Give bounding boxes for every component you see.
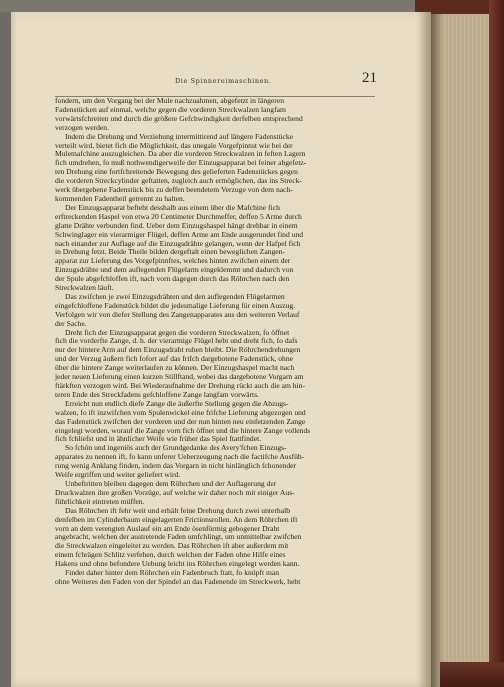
text-line: Findet daher hinter dem Röhrchen ein Fadenbruch ftatt, fo knüpft man xyxy=(65,569,280,578)
body-text xyxy=(55,97,377,587)
text-line: einem fchrägen Schlitz verfehen, durch welchen der Faden ohne Hilfe eines xyxy=(55,551,286,560)
text-line: ftärkften verzogen wird. Bei Wiederaufnahme der Drehung rückt auch die am hin- xyxy=(55,382,306,390)
text-line: Einzugsdrähte und dem auflegenden Flügelarm eingeklemmt und dadurch von xyxy=(55,266,294,275)
text-line: der Sache. xyxy=(55,319,87,328)
text-line: nach einander zur Auflage auf die Einzugsdrähte gelangen, wenn der Hafpel fich xyxy=(55,239,301,248)
text-line: walzen, fo ift inzwifchen vom Spulenwickel eine frifche Lieferung abgezogen und xyxy=(55,408,306,417)
text-line: verzogen werden. xyxy=(55,123,109,132)
text-line: Druckwalzen ihre großen Vorzüge, auf welche wir daher noch mit einiger Aus- xyxy=(55,488,295,497)
text-line: fondern, um den Vorgang bei der Mule nachzuahmen, abgefetzt in längeren xyxy=(55,97,284,105)
text-line: erftreckenden Haspel von etwa 20 Centimeter Durchmeffer, deffen 5 Arme durch xyxy=(55,212,302,221)
text-line: fich die vorderfte Zange, d. h. der vierarmige Flügel hebt und dreht fich, fo dafs xyxy=(55,337,298,346)
page-gutter-shadow xyxy=(417,12,431,687)
text-line: vorn an dem verengten Auslauf ein am Ende ösenförmig gebogener Draht xyxy=(55,524,280,533)
text-line: Unbeftritten bleiben dagegen dem Röhrchen und der Auflagerung der xyxy=(65,479,277,488)
text-line: glatte Drähte verbunden find. Ueber dem Einzugshaspel hängt drehbar in einem xyxy=(55,221,298,230)
text-line: apparat zur Lieferung des Vorgefpinnftes, welches hinten zwifchen einem der xyxy=(55,257,291,266)
book-cover-spine xyxy=(489,0,504,687)
text-line: teren Ende des Streckfadens gefchloffene Zange langfam vorwärts. xyxy=(55,390,259,399)
text-line: Fadenstücken auf einmal, welche gegen die vorderen Streckwalzen langfam xyxy=(55,105,286,114)
background-strip xyxy=(0,0,431,12)
text-line: denfelben im Cylinderbaum eingelagerten Frictionsrollen. An dem Röhrchen ift xyxy=(55,515,298,524)
page-edge-shadow xyxy=(431,0,443,687)
text-line: eingelegt worden, worauf die Zange vorn fich öffnet und die hintere Zange vollends xyxy=(55,426,311,435)
text-line: Dreht fich der Einzugsapparat gegen die vorderen Streckwalzen, fo öffnet xyxy=(65,328,290,337)
text-line: fich umdrehen, fo muß nothwendigerweife der Einzugsapparat bei feiner abgefetz- xyxy=(55,159,307,168)
text-line: der Spule abgefchloffen ift, nach vorn dagegen durch das Röhrchen nach den xyxy=(55,275,290,284)
text-line: das Fadenstück zwifchen der vorderen und der nun hinten neu einfetzenden Zange xyxy=(55,417,306,426)
text-line: apparates zu nennen ift, fo kann unferer Ueberzeugung nach die factifche Ausfüh- xyxy=(55,453,305,462)
text-line: jeder neuen Lieferung einen kurzen Stillftand, wobei das dargebotene Vorgarn am xyxy=(55,373,304,382)
text-line: eingefchloffene Fadenstück bildet die jedesmalige Lieferung für einen Auszug. xyxy=(55,301,296,310)
text-line: Der Einzugsapparat befteht desshalb aus einem über die Mafchine fich xyxy=(65,203,280,212)
text-line: Verfolgen wir von diefer Stellung des Zangenapparates aus den weiteren Verlauf xyxy=(55,310,300,319)
page-left-edge xyxy=(11,12,17,687)
text-line: Das Röhrchen ift fehr weit und erhält feine Drehung durch zwei unterhalb xyxy=(65,506,290,515)
text-line: Streckwalzen läuft. xyxy=(55,284,114,293)
text-line: verteilt wird, bietet fich die Möglichkeit, das unegale Vorgefpinnst wie bei der xyxy=(55,141,293,150)
text-line: rung wenig Anklang finden, indem das Vorgarn in nicht hinlänglich fchonender xyxy=(55,462,297,471)
text-line: So fchön und ingeniös auch der Grundgedanke des Avery'fchen Einzugs- xyxy=(65,444,287,453)
text-line: in Drehung fetzt. Beide Theile bilden dergeftalt einen beweglichen Zangen- xyxy=(55,248,285,257)
text-line: Hakens und ohne befondere Uebung leicht ins Röhrchen eingelegt werden kann. xyxy=(55,560,300,569)
text-line: ten Drehung eine fortfchreitende Bewegung des gelieferten Fadenstückes gegen xyxy=(55,168,298,177)
text-line: Mulemafchine auszugleichen. Da aber die vorderen Streckwalzen in feften Lagern xyxy=(55,150,306,159)
text-line: Erreicht nun endlich diefe Zange die äußerfte Stellung gegen die Abzugs- xyxy=(65,399,289,408)
text-line: führlichkeit eintreten müffen. xyxy=(55,497,145,506)
text-line: die Streckwalzen eingeleitet zu werden. Das Röhrchen ift aber außerdem mit xyxy=(55,542,289,551)
text-line: nur der hintere Arm auf dem Einzugsdraht ruhen bleibt. Die Röhrchendrehungen xyxy=(55,346,301,355)
text-line: vorwärtsfchreiten und durch die größere Gefchwindigkeit derfelben entsprechend xyxy=(55,114,303,123)
text-line: ohne Weiteres den Faden von der Spindel an das Fadenende im Streckwerk, hebt xyxy=(55,577,301,586)
text-line: und der Verzug äußern fich fofort auf das frifch dargebotene Fadenstück, ohne xyxy=(55,355,293,364)
text-line: werk übergebene Fadenstück bis zu deffen beendetem Verzuge von dem nach- xyxy=(55,186,293,195)
page-header xyxy=(55,70,377,97)
text-line: Weife ergriffen und weiter geliefert wird. xyxy=(55,471,181,480)
text-line: Das zwifchen je zwei Einzugsdrähten und den auflegenden Flügelarmen xyxy=(65,292,285,301)
text-line: angebracht, welchen der austretende Faden umfchlingt, um unmittelbar zwifchen xyxy=(55,533,302,542)
text-line: Schwinglager ein vierarmiger Flügel, deffen Arme am Ende ausgerundet find und xyxy=(55,230,304,239)
text-line: über die hintere Zange weiterlaufen zu können. Der Einzugshaspel macht nach xyxy=(55,364,295,373)
text-line: Indem die Drehung und Verziehung intermittirend auf längere Fadenstücke xyxy=(65,132,294,141)
text-line: die vorderen Streckcylinder geftatten, zugleich auch ermöglichen, das ins Streck- xyxy=(55,177,302,186)
page-number: 21 xyxy=(362,70,377,86)
running-head: Die Spinnereimaschinen. xyxy=(175,77,272,85)
book-cover-bottom xyxy=(440,662,504,687)
text-line: fich fchliefst und in ähnlicher Weife wie früher das Spiel ftattfindet. xyxy=(55,435,262,444)
text-line: kommenden Fadentheil getrennt zu halten. xyxy=(55,194,185,203)
